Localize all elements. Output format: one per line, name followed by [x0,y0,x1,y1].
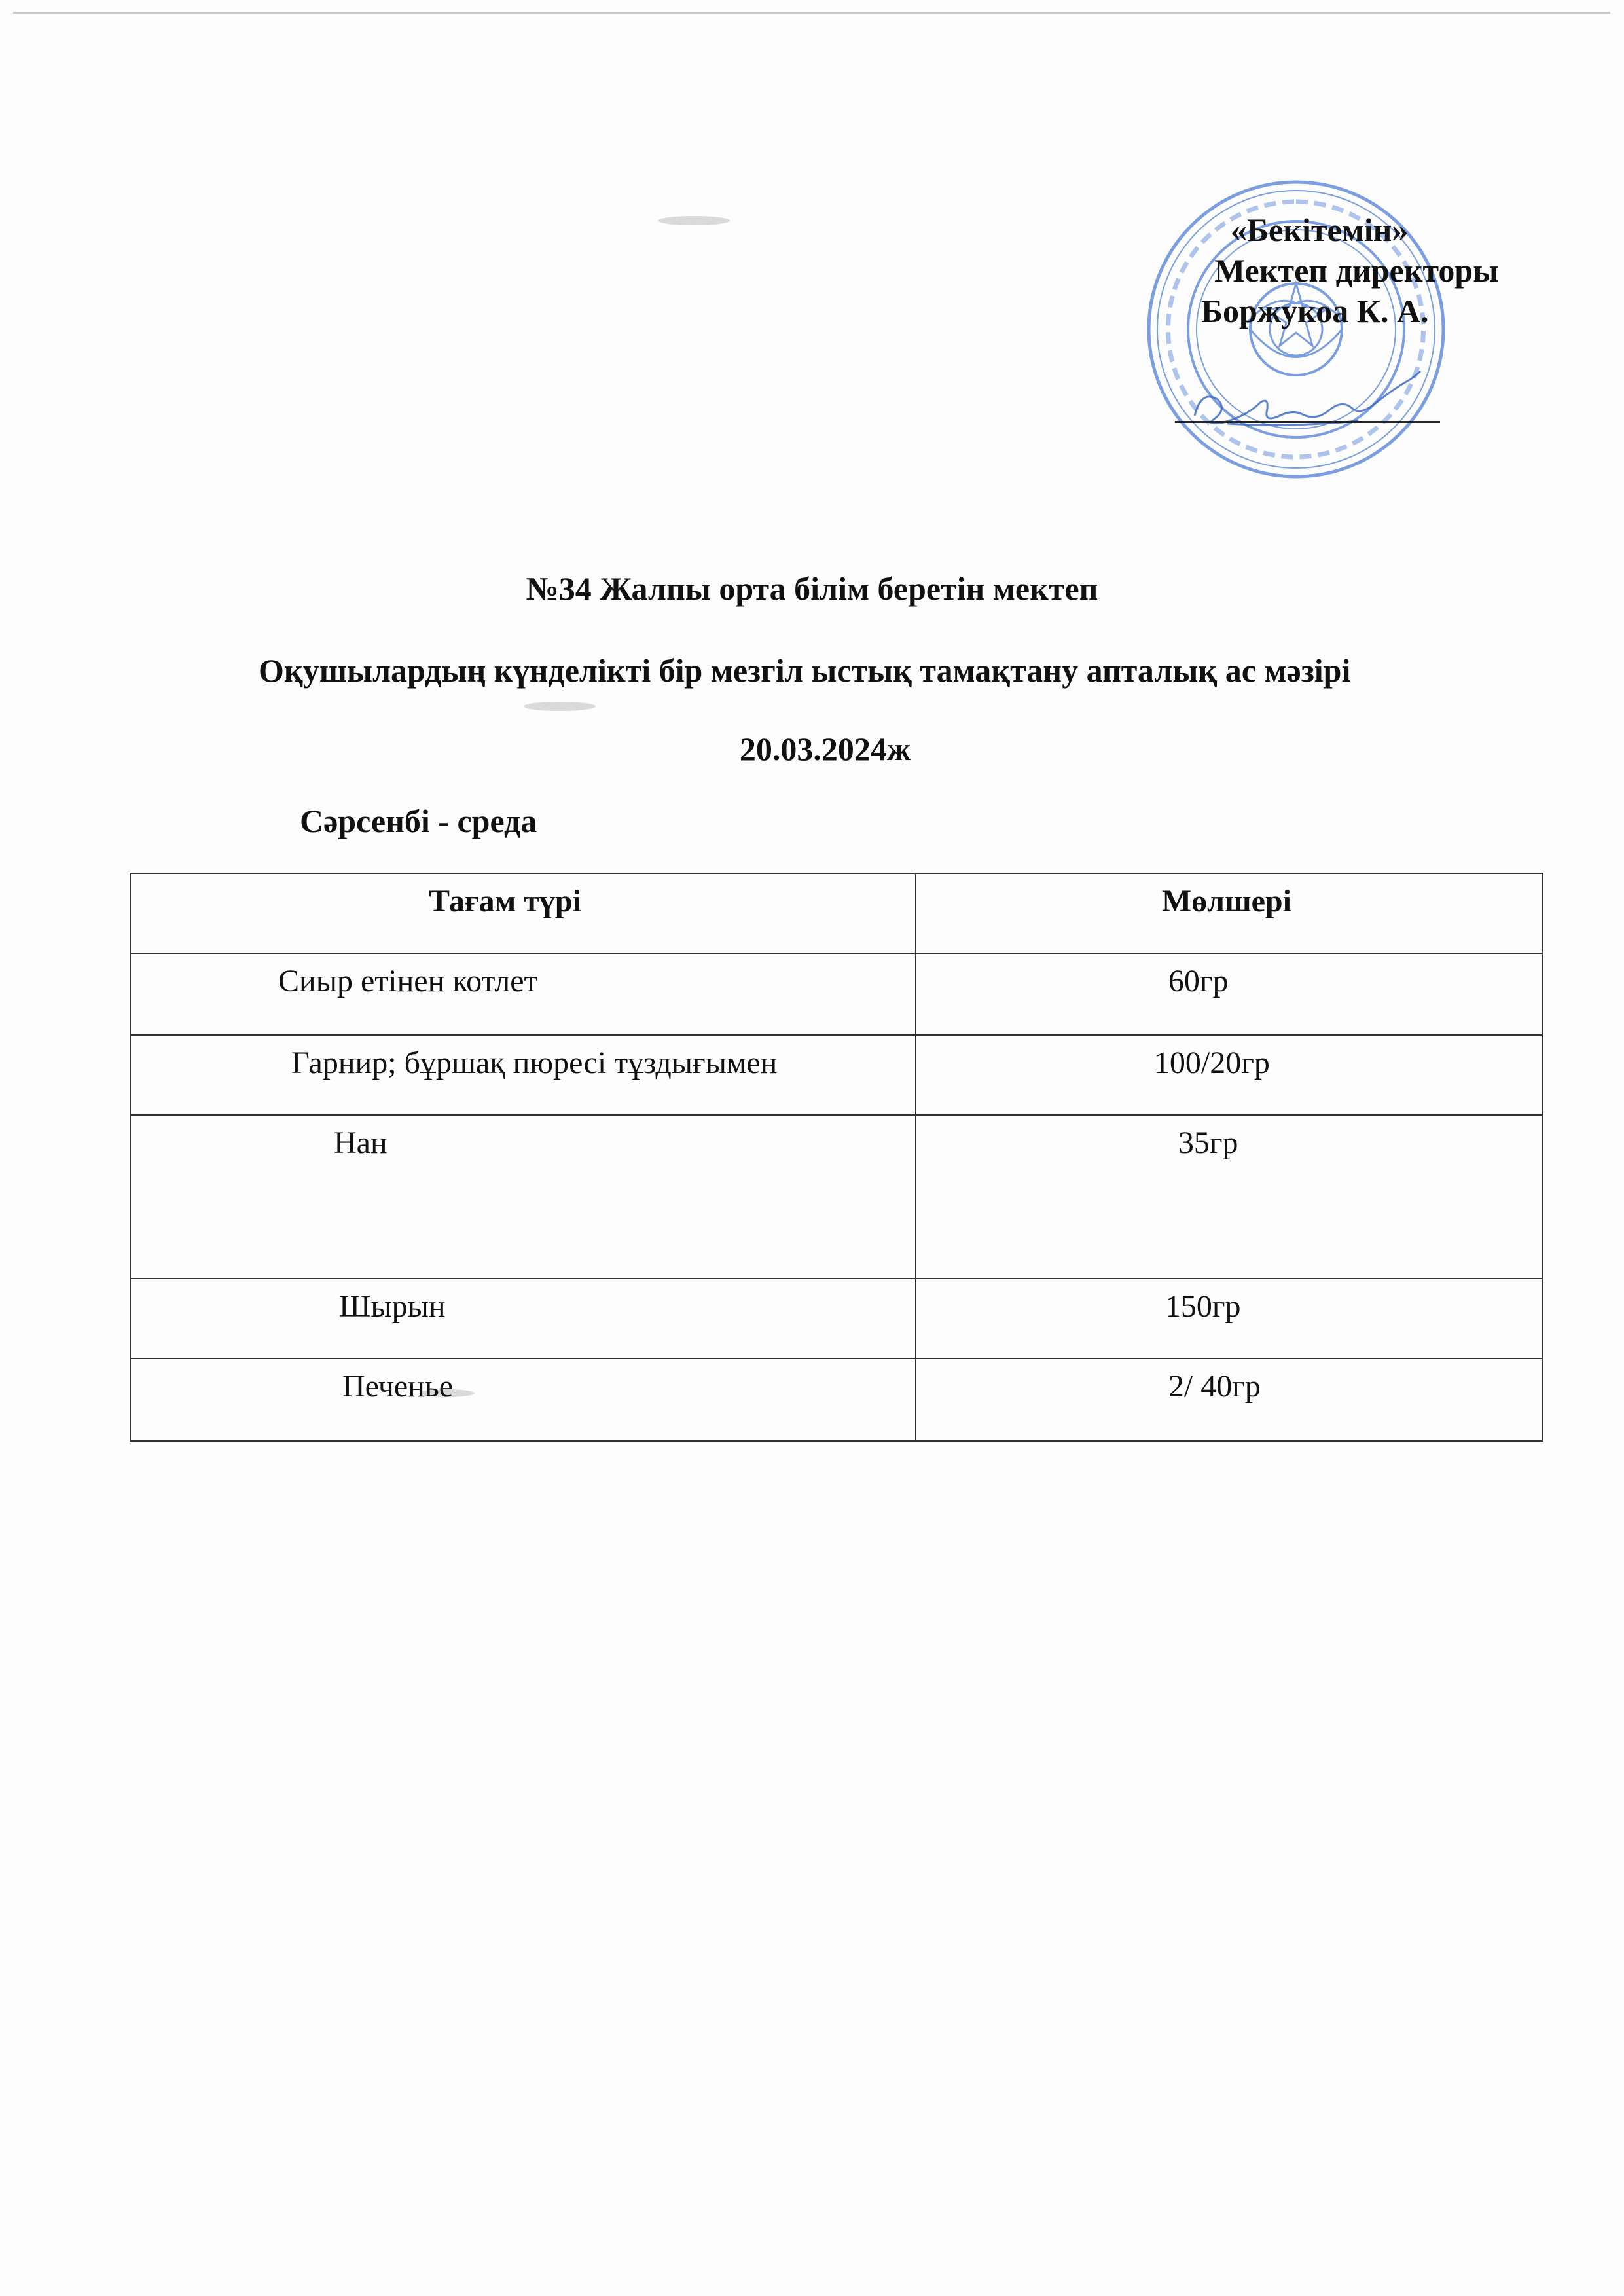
weekday-label: Сәрсенбі - среда [300,803,537,839]
dish-amount: 35гр [916,1115,1543,1279]
table-row [130,1115,1543,1279]
table-row [130,1279,1543,1358]
dish-amount: 60гр [916,953,1543,1035]
dish-name: Шырын [130,1279,916,1358]
scan-smudge [524,702,596,711]
menu-table [130,873,1543,1442]
signature-line [1175,421,1440,423]
school-title: №34 Жалпы орта білім беретін мектеп [526,570,1098,607]
approval-director-name: Боржукоа К. А. [1201,293,1429,329]
menu-date: 20.03.2024ж [739,731,911,767]
menu-subtitle: Оқушылардың күнделікті бір мезгіл ыстық тамақтану апталық ас мәзірі [259,652,1351,689]
approval-heading: «Бекітемін» [1231,211,1409,248]
dish-name: Печенье [130,1358,916,1441]
table-row [130,1035,1543,1115]
handwritten-signature [1188,363,1424,435]
page-edge [13,12,1610,14]
table-row [130,1358,1543,1441]
header-amount: Мөлшері [916,873,1543,953]
approval-block [1172,210,1591,331]
dish-amount: 100/20гр [916,1035,1543,1115]
dish-amount: 150гр [916,1279,1543,1358]
dish-name: Сиыр етінен котлет [130,953,916,1035]
scan-smudge [658,216,730,225]
dish-name: Нан [130,1115,916,1279]
approval-position: Мектеп директоры [1214,252,1499,289]
header-dish-type: Тағам түрі [130,873,916,953]
table-header-row [130,873,1543,953]
dish-amount: 2/ 40гр [916,1358,1543,1441]
dish-name: Гарнир; бұршақ пюресі тұздығымен [130,1035,916,1115]
table-row [130,953,1543,1035]
